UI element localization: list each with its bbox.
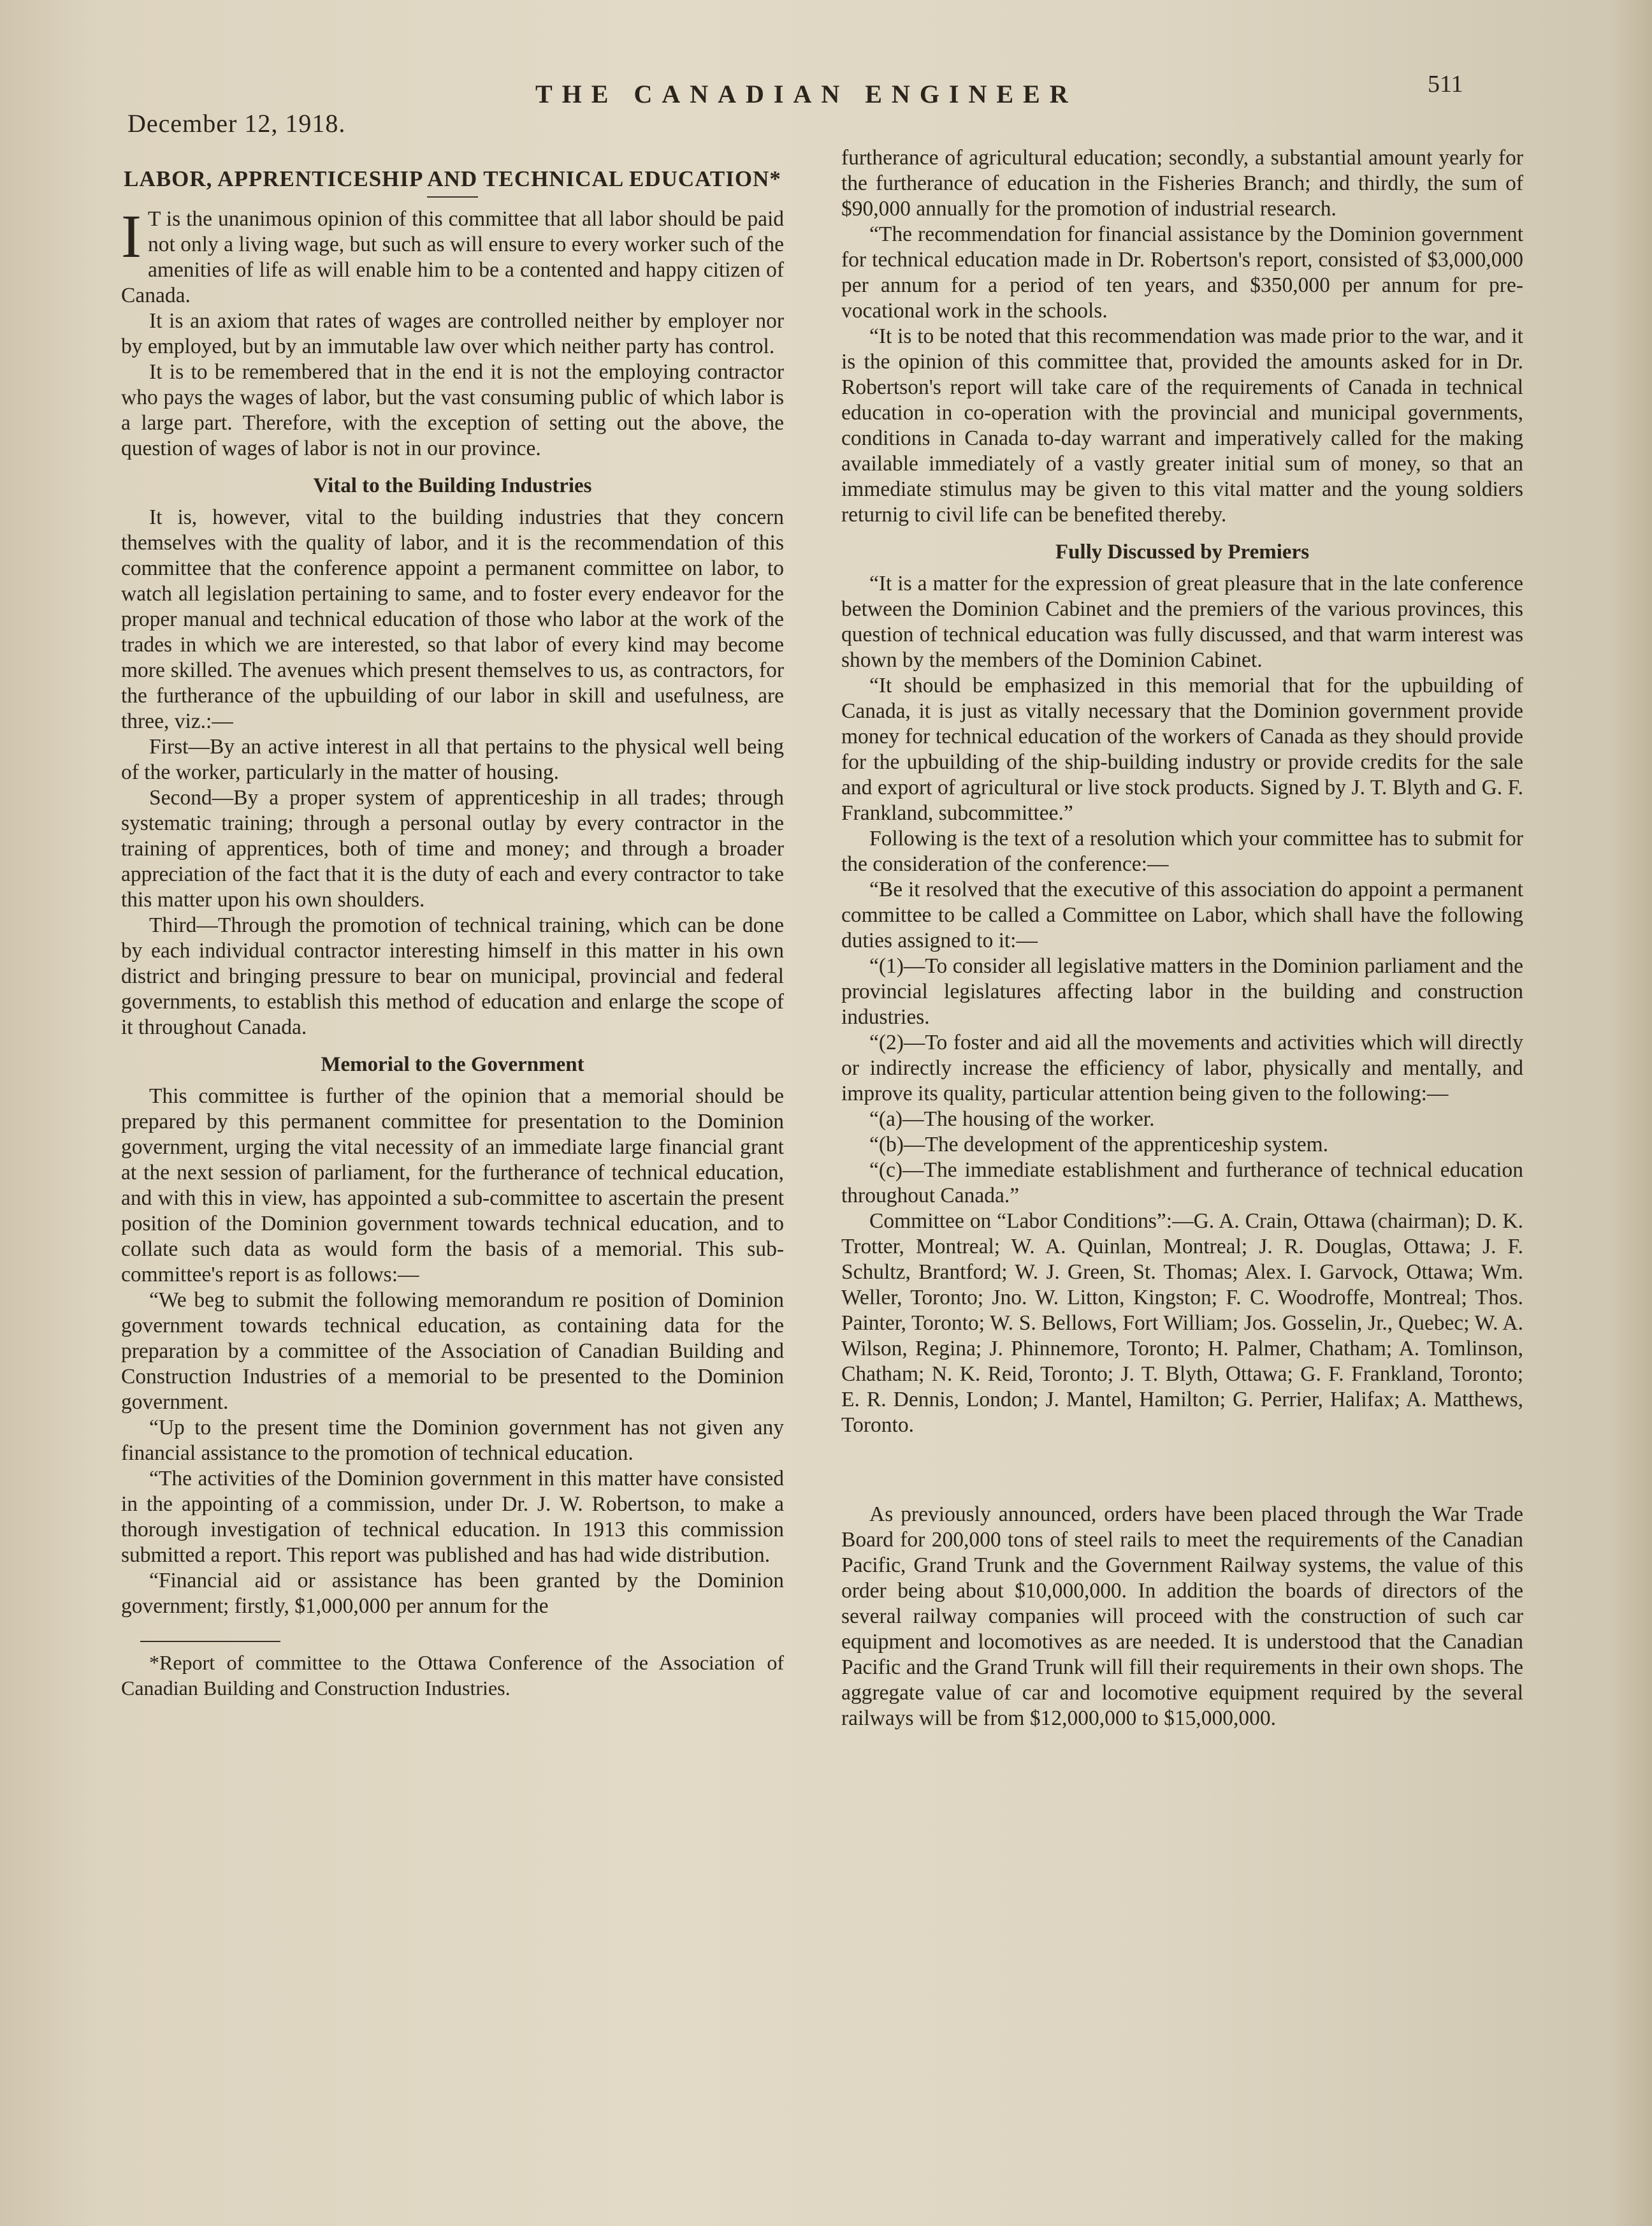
page-edge <box>1614 0 1652 2226</box>
body-paragraph: This committee is further of the opinion that a memorial should be prepared by this permanent committee for presentation to the Dominion government, urging the vital necessity of an immediate large financial grant at the next session of parliament, for the furtherance of technical education, and with this in view, has appointed a sub-committee to ascertain the present position of the Dominion government towards technical education, and to collate such data as would form the basis of a memorial. This sub-committee's report is as follows:— <box>121 1084 784 1286</box>
body-paragraph: “It is to be noted that this recommendation was made prior to the war, and it is the opinion of this committee that, provided the amounts asked for in Dr. Robertson's report will take care of the requirements of Canada in technical education in co-operation with the provincial and municipal governments, conditions in Canada to-day warrant and imperatively called for the making available immediately of a vastly greater initial sum of money, so that an immediate stimulus may be given to this vital matter and the young soldiers returnig to civil life can be benefited thereby. <box>841 324 1523 527</box>
section-heading: Fully Discussed by Premiers <box>1055 541 1310 564</box>
page-number: 511 <box>1428 71 1463 98</box>
issue-date: December 12, 1918. <box>127 109 346 138</box>
body-paragraph: furtherance of agricultural education; secondly, a substantial amount yearly for the furtherance of education in the Fisheries Branch; and thirdly, the sum of $90,000 annually for the promotion of industrial research. <box>841 146 1523 221</box>
right-column <box>841 145 1523 1731</box>
footnote-rule <box>140 1641 280 1642</box>
drop-cap: I <box>121 202 141 270</box>
section-heading: Memorial to the Government <box>321 1053 584 1076</box>
body-paragraph: “We beg to submit the following memorandum re position of Dominion government towards technical education, as containing data for the preparation by a committee of the Association of Canadian Building and Construction Industries of a memorial to be presented to the Dominion government. <box>121 1288 784 1414</box>
article-title: LABOR, APPRENTICESHIP AND TECHNICAL EDUCATION* <box>124 166 781 191</box>
body-paragraph: “Financial aid or assistance has been granted by the Dominion government; firstly, $1,000,000 per annum for the <box>121 1569 784 1618</box>
body-paragraph: “The activities of the Dominion government in this matter have consisted in the appointing of a commission, under Dr. J. W. Robertson, to make a thorough investigation of technical education. In 1913 this commission submitted a report. This report was published and has had wide distribution. <box>121 1467 784 1567</box>
intro-paragraph: It is an axiom that rates of wages are controlled neither by employer nor by employed, but by an immutable law over which neither party has control. <box>121 309 784 358</box>
section-heading: Vital to the Building Industries <box>313 474 592 497</box>
body-paragraph: Following is the text of a resolution which your committee has to submit for the consideration of the conference:— <box>841 827 1523 876</box>
body-paragraph: It is, however, vital to the building industries that they concern themselves with the quality of labor, and it is the recommendation of this committee that the conference appoint a permanent committee on labor, to watch all legislation pertaining to same, and to foster every endeavor for the proper manual and technical education of those who labor at the work of the trades in which we are interested, so that labor of every kind may become more skilled. The avenues which present themselves to us, as contractors, for the furtherance of the upbuilding of our labor in skill and usefulness, are three, viz.:— <box>121 506 784 733</box>
footnote: *Report of committee to the Ottawa Conference of the Association of Canadian Building and Construction Industries. <box>121 1651 784 1699</box>
body-paragraph: “The recommendation for financial assistance by the Dominion government for technical education made in Dr. Robertson's report, consisted of $3,000,000 per annum for a period of ten years, and $350,000 per annum for pre-vocational work in the schools. <box>841 222 1523 323</box>
body-paragraph: “(c)—The immediate establishment and furtherance of technical education throughout Canada.” <box>841 1158 1523 1207</box>
body-paragraph: “Up to the present time the Dominion government has not given any financial assistance to the promotion of technical education. <box>121 1416 784 1465</box>
body-paragraph: “(b)—The development of the apprenticeship system. <box>869 1133 1329 1156</box>
body-paragraph: “(a)—The housing of the worker. <box>869 1107 1155 1131</box>
body-paragraph: “(1)—To consider all legislative matters in the Dominion parliament and the provincial legislatures affecting labor in the building and construction industries. <box>841 954 1523 1029</box>
title-rule <box>427 196 478 198</box>
left-column <box>121 159 784 1701</box>
body-paragraph: “It should be emphasized in this memorial that for the upbuilding of Canada, it is just as vitally necessary that the Dominion government provide money for technical education of the workers of Canada as they should provide for the upbuilding of the ship-building industry or provide credits for the sale and export of agricultural or live stock products. Signed by J. T. Blyth and G. F. Frankland, subcommittee.” <box>841 674 1523 825</box>
intro-paragraph: I T is the unanimous opinion of this committee that all labor should be paid not only a living wage, but such as will ensure to every worker such of the amenities of life as will enable him to be a contented and happy citizen of Canada. <box>121 202 784 307</box>
body-paragraph: First—By an active interest in all that pertains to the physical well being of the worker, particularly in the matter of housing. <box>121 735 784 784</box>
committee-list: Committee on “Labor Conditions”:—G. A. Crain, Ottawa (chairman); D. K. Trotter, Montreal; W. A. Quinlan, Montreal; J. R. Douglas, Ottawa; J. F. Schultz, Brantford; W. J. Green, St. Thomas; Alex. I. Garvock, Ottawa; Wm. Weller, Toronto; Jno. W. Litton, Kingston; F. C. Woodroffe, Montreal; Thos. Painter, Toronto; W. S. Bellows, Fort William; Jos. Gosselin, Jr., Quebec; W. A. Wilson, Regina; J. Phinnemore, Toronto; H. Palmer, Chatham; A. Tomlinson, Chatham; N. K. Reid, Toronto; J. T. Blyth, Ottawa; G. F. Frankland, Toronto; E. R. Dennis, London; J. Mantel, Hamilton; G. Perrier, Halifax; A. Matthews, Toronto. <box>841 1209 1523 1437</box>
body-paragraph: “It is a matter for the expression of great pleasure that in the late conference between the Dominion Cabinet and the premiers of the various provinces, this question of technical education was fully discussed, and that warm interest was shown by the members of the Dominion Cabinet. <box>841 572 1523 672</box>
body-paragraph: “(2)—To foster and aid all the movements and activities which will directly or indirectly increase the efficiency of labor, physically and mentally, and improve its quality, particular attention being given to the following:— <box>841 1031 1523 1105</box>
journal-title: THE CANADIAN ENGINEER <box>535 80 1078 108</box>
body-paragraph: Third—Through the promotion of technical training, which can be done by each individual contractor interesting himself in this matter in his own district and bringing pressure to bear on municipal, provincial and federal governments, to establish this method of education and enlarge the scope of it throughout Canada. <box>121 913 784 1039</box>
news-item: As previously announced, orders have been placed through the War Trade Board for 200,000 tons of steel rails to meet the requirements of the Canadian Pacific, Grand Trunk and the Government Railway systems, the value of this order being about $10,000,000. In addition the boards of directors of the several railway companies will proceed with the construction of such car equipment and locomotives as are needed. It is understood that the Canadian Pacific and the Grand Trunk will fill their requirements in their own shops. The aggregate value of car and locomotive equipment required by the several railways will be from $12,000,000 to $15,000,000. <box>841 1502 1523 1730</box>
column-gap <box>841 1438 1523 1502</box>
intro-paragraph: It is to be remembered that in the end it is not the employing contractor who pays the wages of labor, but the vast consuming public of which labor is a large part. Therefore, with the exception of setting out the above, the question of wages of labor is not in our province. <box>121 360 784 460</box>
body-paragraph: Second—By a proper system of apprenticeship in all trades; through systematic training; through a personal outlay by every contractor in the training of apprentices, both of time and money; and through a broader appreciation of the fact that it is the duty of each and every contractor to take this matter upon his own shoulders. <box>121 786 784 912</box>
body-paragraph: “Be it resolved that the executive of this association do appoint a permanent committee to be called a Committee on Labor, which shall have the following duties assigned to it:— <box>841 878 1523 952</box>
